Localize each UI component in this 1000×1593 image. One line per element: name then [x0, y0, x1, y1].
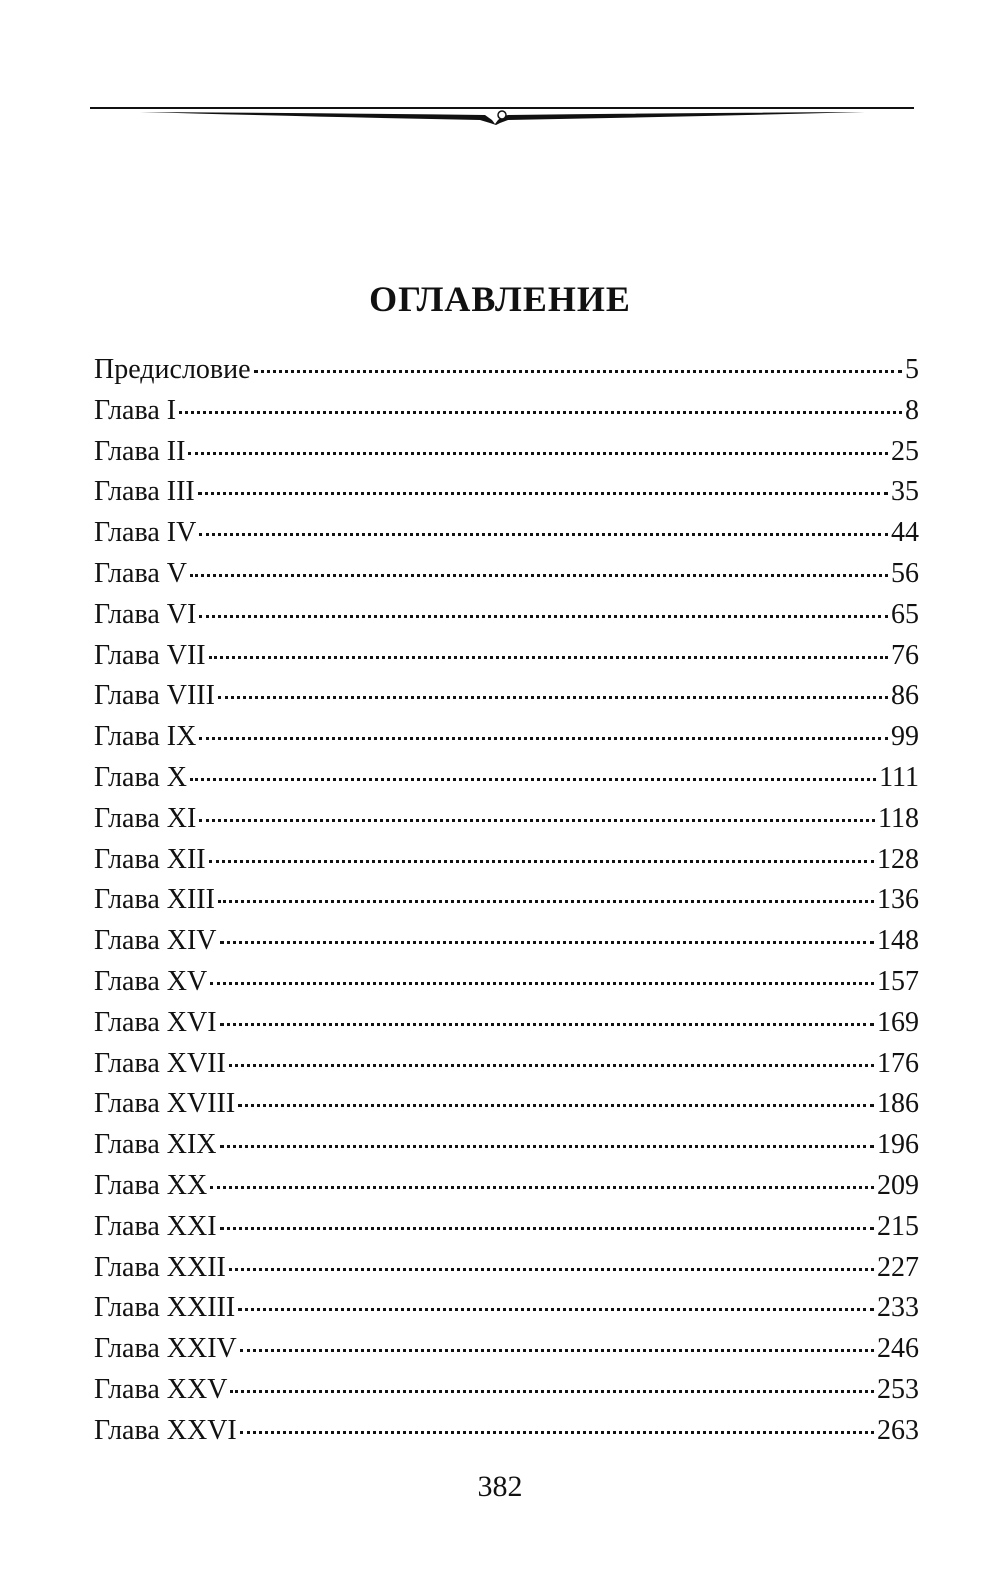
dot-leader	[220, 941, 874, 944]
toc-entry[interactable]	[94, 1411, 919, 1452]
toc-entry[interactable]	[94, 962, 919, 1003]
toc-entry-page: 148	[877, 925, 919, 957]
header-ornament-divider	[90, 96, 914, 130]
toc-entry[interactable]	[94, 840, 919, 881]
dot-leader	[238, 1308, 874, 1311]
dot-leader	[229, 1268, 874, 1271]
toc-entry-label: Глава XVI	[94, 1006, 217, 1038]
dot-leader	[240, 1349, 874, 1352]
toc-entry[interactable]	[94, 1248, 919, 1289]
toc-entry[interactable]	[94, 1084, 919, 1125]
dot-leader	[210, 1186, 874, 1189]
dot-leader	[218, 696, 888, 699]
toc-entry[interactable]	[94, 1003, 919, 1044]
toc-entry-label: Глава XX	[94, 1169, 208, 1201]
toc-entry-page: 76	[891, 639, 919, 671]
toc-entry-label: Глава VII	[94, 639, 206, 671]
dot-leader	[199, 615, 888, 618]
dot-leader	[209, 656, 888, 659]
toc-entry-label: Глава XI	[94, 802, 197, 834]
toc-entry-label: Предисловие	[94, 354, 251, 385]
toc-entry[interactable]	[94, 432, 919, 473]
toc-entry-page: 263	[877, 1414, 919, 1446]
toc-entry[interactable]	[94, 391, 919, 432]
dot-leader	[199, 737, 888, 740]
toc-entry-page: 35	[891, 476, 919, 508]
toc-entry[interactable]	[94, 921, 919, 962]
table-of-contents	[94, 350, 919, 1452]
toc-entry-page: 196	[877, 1129, 919, 1161]
toc-entry[interactable]	[94, 676, 919, 717]
toc-entry-label: Глава II	[94, 435, 186, 467]
dot-leader	[220, 1023, 874, 1026]
dot-leader	[220, 1227, 874, 1230]
dot-leader	[218, 900, 874, 903]
toc-entry-label: Глава XII	[94, 843, 206, 875]
toc-entry-page: 56	[891, 557, 919, 589]
toc-entry[interactable]	[94, 799, 919, 840]
toc-entry[interactable]	[94, 595, 919, 636]
toc-entry-label: Глава XIV	[94, 925, 217, 957]
toc-entry-page: 111	[879, 761, 919, 793]
dot-leader	[210, 982, 874, 985]
dot-leader	[209, 860, 874, 863]
toc-entry-page: 176	[877, 1047, 919, 1079]
dot-leader	[240, 1431, 874, 1434]
toc-entry-label: Глава IX	[94, 721, 197, 753]
toc-entry-label: Глава XXIV	[94, 1333, 237, 1365]
toc-entry-label: Глава VI	[94, 598, 197, 630]
toc-entry[interactable]	[94, 1044, 919, 1085]
toc-entry-page: 215	[877, 1210, 919, 1242]
toc-entry-page: 118	[878, 802, 919, 834]
toc-entry-page: 99	[891, 721, 919, 753]
page-title: ОГЛАВЛЕНИЕ	[369, 279, 631, 319]
toc-entry-label: Глава XV	[94, 965, 208, 997]
dot-leader	[198, 492, 888, 495]
dot-leader	[190, 778, 876, 781]
toc-entry[interactable]	[94, 1166, 919, 1207]
toc-entry-page: 186	[877, 1088, 919, 1120]
toc-entry-label: Глава XXV	[94, 1373, 228, 1405]
dot-leader	[238, 1104, 874, 1107]
toc-entry-page: 44	[891, 517, 919, 549]
toc-entry[interactable]	[94, 636, 919, 677]
toc-entry[interactable]	[94, 1370, 919, 1411]
toc-entry-label: Глава VIII	[94, 680, 215, 712]
toc-entry-label: Глава IV	[94, 517, 197, 549]
toc-entry-page: 65	[891, 598, 919, 630]
toc-entry[interactable]	[94, 758, 919, 799]
dot-leader	[188, 452, 888, 455]
toc-entry-label: Глава I	[94, 394, 177, 426]
toc-entry-page: 233	[877, 1292, 919, 1324]
dot-leader	[190, 574, 888, 577]
toc-entry-label: Глава XXI	[94, 1210, 217, 1242]
toc-entry-page: 227	[877, 1251, 919, 1283]
toc-entry-label: Глава XVIII	[94, 1088, 236, 1120]
dot-leader	[199, 819, 875, 822]
dot-leader	[229, 1064, 874, 1067]
toc-entry[interactable]	[94, 554, 919, 595]
toc-entry-page: 157	[877, 965, 919, 997]
toc-entry-label: Глава XXII	[94, 1251, 226, 1283]
toc-entry[interactable]	[94, 880, 919, 921]
dot-leader	[254, 370, 902, 373]
toc-entry-label: Глава XXVI	[94, 1414, 237, 1446]
toc-entry-page: 246	[877, 1333, 919, 1365]
toc-entry-page: 8	[905, 394, 919, 426]
toc-entry-label: Глава V	[94, 557, 187, 589]
toc-entry-page: 86	[891, 680, 919, 712]
toc-entry-label: Глава XIII	[94, 884, 215, 916]
page-number: 382	[477, 1470, 523, 1503]
toc-entry[interactable]	[94, 1329, 919, 1370]
toc-entry[interactable]	[94, 350, 919, 391]
toc-entry-page: 253	[877, 1373, 919, 1405]
toc-entry[interactable]	[94, 1288, 919, 1329]
toc-entry-label: Глава XXIII	[94, 1292, 236, 1324]
dot-leader	[220, 1145, 874, 1148]
toc-entry-label: Глава XVII	[94, 1047, 226, 1079]
toc-entry-page: 169	[877, 1006, 919, 1038]
toc-entry-label: Глава X	[94, 761, 187, 793]
toc-entry-label: Глава XIX	[94, 1129, 217, 1161]
toc-entry-label: Глава III	[94, 476, 195, 508]
dot-leader	[199, 533, 888, 536]
toc-entry-page: 209	[877, 1169, 919, 1201]
toc-entry-page: 128	[877, 843, 919, 875]
toc-entry[interactable]	[94, 1125, 919, 1166]
dot-leader	[179, 411, 902, 414]
toc-entry-page: 136	[877, 884, 919, 916]
toc-entry[interactable]	[94, 472, 919, 513]
toc-entry-page: 5	[905, 354, 919, 385]
toc-entry[interactable]	[94, 513, 919, 554]
dot-leader	[230, 1390, 874, 1393]
toc-entry-page: 25	[891, 435, 919, 467]
toc-entry[interactable]	[94, 717, 919, 758]
toc-entry[interactable]	[94, 1207, 919, 1248]
